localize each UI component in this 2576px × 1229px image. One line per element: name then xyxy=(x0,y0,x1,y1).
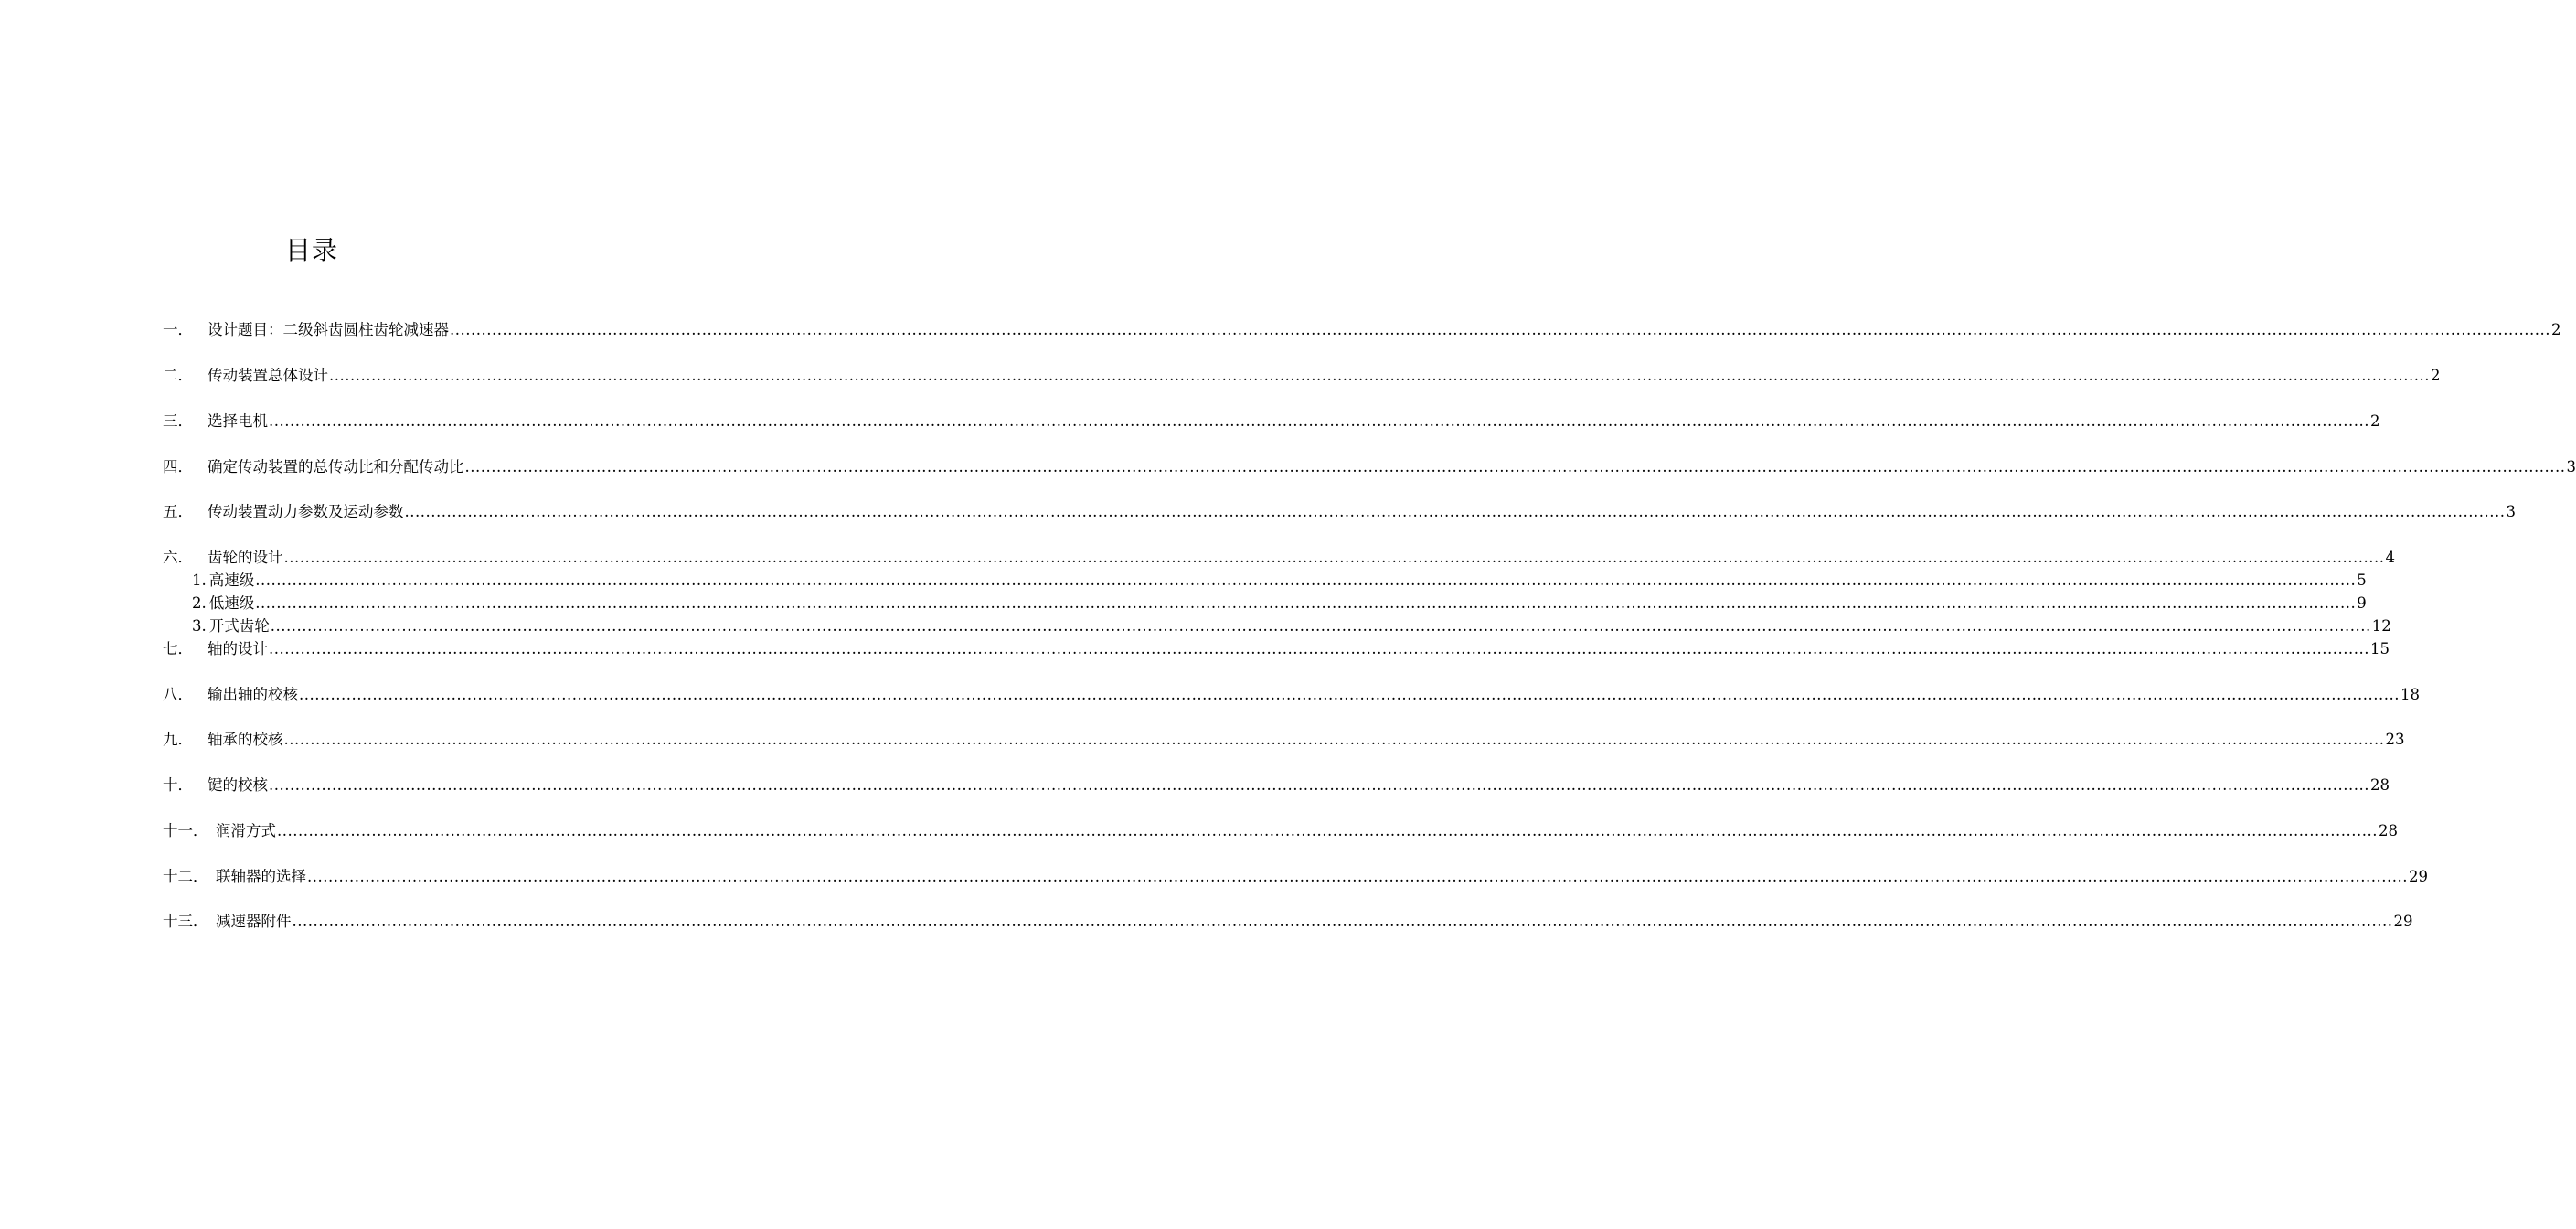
toc-entry-page-number: 3 xyxy=(2566,458,2576,476)
toc-entry-number: 二． xyxy=(163,367,193,384)
toc-entry-page-number: 5 xyxy=(2357,572,2367,589)
toc-entry-title: 传动装置动力参数及运动参数 xyxy=(208,503,404,520)
toc-entry-title: 选择电机 xyxy=(208,412,268,430)
toc-dot-leader: ................................................................................................................................................................................................................................................................................................................................................................................................................ xyxy=(283,549,2385,566)
toc-entry-page-number: 15 xyxy=(2369,640,2390,657)
toc-entry-number: 九． xyxy=(163,731,193,748)
toc-entry[interactable] xyxy=(192,593,2367,614)
toc-entry-title: 确定传动装置的总传动比和分配传动比 xyxy=(208,458,464,476)
toc-entry-page-number: 28 xyxy=(2369,776,2390,794)
toc-entry[interactable] xyxy=(192,615,2391,637)
toc-entry-page-number: 28 xyxy=(2378,822,2398,839)
toc-entry[interactable] xyxy=(163,684,2420,706)
toc-entry[interactable] xyxy=(163,365,2441,387)
toc-entry-number: 十一． xyxy=(163,822,208,839)
toc-dot-leader: ................................................................................................................................................................................................................................................................................................................................................................................................................ xyxy=(269,776,2369,794)
toc-entry[interactable] xyxy=(163,729,2405,751)
toc-entry[interactable] xyxy=(163,547,2395,569)
toc-entry[interactable] xyxy=(163,638,2390,660)
toc-entry-number: 1. xyxy=(192,572,207,589)
toc-entry-number: 五． xyxy=(163,503,193,520)
toc-dot-leader: ................................................................................................................................................................................................................................................................................................................................................................................................................ xyxy=(269,640,2369,657)
toc-entry-title: 轴承的校核 xyxy=(208,731,283,748)
toc-entry-title: 高速级 xyxy=(208,572,255,589)
toc-dot-leader: ................................................................................................................................................................................................................................................................................................................................................................................................................ xyxy=(277,822,2378,839)
toc-dot-leader: ................................................................................................................................................................................................................................................................................................................................................................................................................ xyxy=(292,913,2393,930)
toc-dot-leader: ................................................................................................................................................................................................................................................................................................................................................................................................................ xyxy=(404,503,2506,520)
toc-entry-page-number: 3 xyxy=(2506,503,2516,520)
toc-entry-page-number: 9 xyxy=(2357,594,2367,612)
toc-entry-number: 2. xyxy=(192,594,207,612)
toc-entry-number: 三． xyxy=(163,412,193,430)
toc-dot-leader: ................................................................................................................................................................................................................................................................................................................................................................................................................ xyxy=(450,321,2550,338)
toc-entry-number: 四． xyxy=(163,458,193,476)
toc-entry-number: 一． xyxy=(163,321,193,338)
toc-dot-leader: ................................................................................................................................................................................................................................................................................................................................................................................................................ xyxy=(255,594,2357,612)
toc-entry-number: 十二． xyxy=(163,868,208,885)
toc-dot-leader: ................................................................................................................................................................................................................................................................................................................................................................................................................ xyxy=(464,458,2566,476)
toc-entry-page-number: 2 xyxy=(2550,321,2561,338)
toc-entry-page-number: 29 xyxy=(2393,913,2413,930)
toc-entry-title: 减速器附件 xyxy=(216,913,292,930)
toc-entry-page-number: 2 xyxy=(2430,367,2441,384)
toc-dot-leader: ................................................................................................................................................................................................................................................................................................................................................................................................................ xyxy=(270,617,2371,635)
toc-entry[interactable] xyxy=(163,501,2516,523)
toc-entry[interactable] xyxy=(163,911,2413,933)
toc-entry[interactable] xyxy=(163,866,2428,888)
toc-entry-title: 联轴器的选择 xyxy=(216,868,306,885)
toc-entry-title: 输出轴的校核 xyxy=(208,686,298,703)
toc-dot-leader: ................................................................................................................................................................................................................................................................................................................................................................................................................ xyxy=(329,367,2430,384)
toc-entry-page-number: 18 xyxy=(2400,686,2420,703)
toc-dot-leader: ................................................................................................................................................................................................................................................................................................................................................................................................................ xyxy=(299,686,2400,703)
toc-entry-page-number: 2 xyxy=(2369,412,2380,430)
toc-entry-number: 八． xyxy=(163,686,193,703)
toc-entry[interactable] xyxy=(163,411,2380,433)
toc-entry-number: 十三． xyxy=(163,913,208,930)
toc-entry-title: 键的校核 xyxy=(208,776,268,794)
toc-entry[interactable] xyxy=(163,319,2561,341)
toc-entry[interactable] xyxy=(163,775,2390,796)
toc-entry-number: 十． xyxy=(163,776,193,794)
toc-entry-number: 七． xyxy=(163,640,193,657)
toc-entry-title: 润滑方式 xyxy=(216,822,276,839)
toc-entry-number: 3. xyxy=(192,617,207,635)
toc-entry-title: 齿轮的设计 xyxy=(208,549,283,566)
toc-entry-title: 传动装置总体设计 xyxy=(208,367,328,384)
toc-entry-title: 开式齿轮 xyxy=(208,617,270,635)
toc-entry-title: 设计题目：二级斜齿圆柱齿轮减速器 xyxy=(208,321,449,338)
toc-entry-page-number: 4 xyxy=(2385,549,2395,566)
toc-dot-leader: ................................................................................................................................................................................................................................................................................................................................................................................................................ xyxy=(307,868,2408,885)
toc-entry-title: 低速级 xyxy=(208,594,255,612)
toc-entry[interactable] xyxy=(163,456,2576,478)
toc-dot-leader: ................................................................................................................................................................................................................................................................................................................................................................................................................ xyxy=(283,731,2385,748)
toc-title: 目录 xyxy=(285,235,339,265)
toc-entry[interactable] xyxy=(163,820,2398,842)
toc-entry-title: 轴的设计 xyxy=(208,640,268,657)
toc-entry[interactable] xyxy=(192,570,2367,592)
toc-entry-page-number: 23 xyxy=(2385,731,2405,748)
toc-entry-number: 六． xyxy=(163,549,193,566)
toc-entry-page-number: 12 xyxy=(2371,617,2391,635)
toc-entry-page-number: 29 xyxy=(2408,868,2428,885)
toc-dot-leader: ................................................................................................................................................................................................................................................................................................................................................................................................................ xyxy=(269,412,2369,430)
toc-dot-leader: ................................................................................................................................................................................................................................................................................................................................................................................................................ xyxy=(255,572,2357,589)
